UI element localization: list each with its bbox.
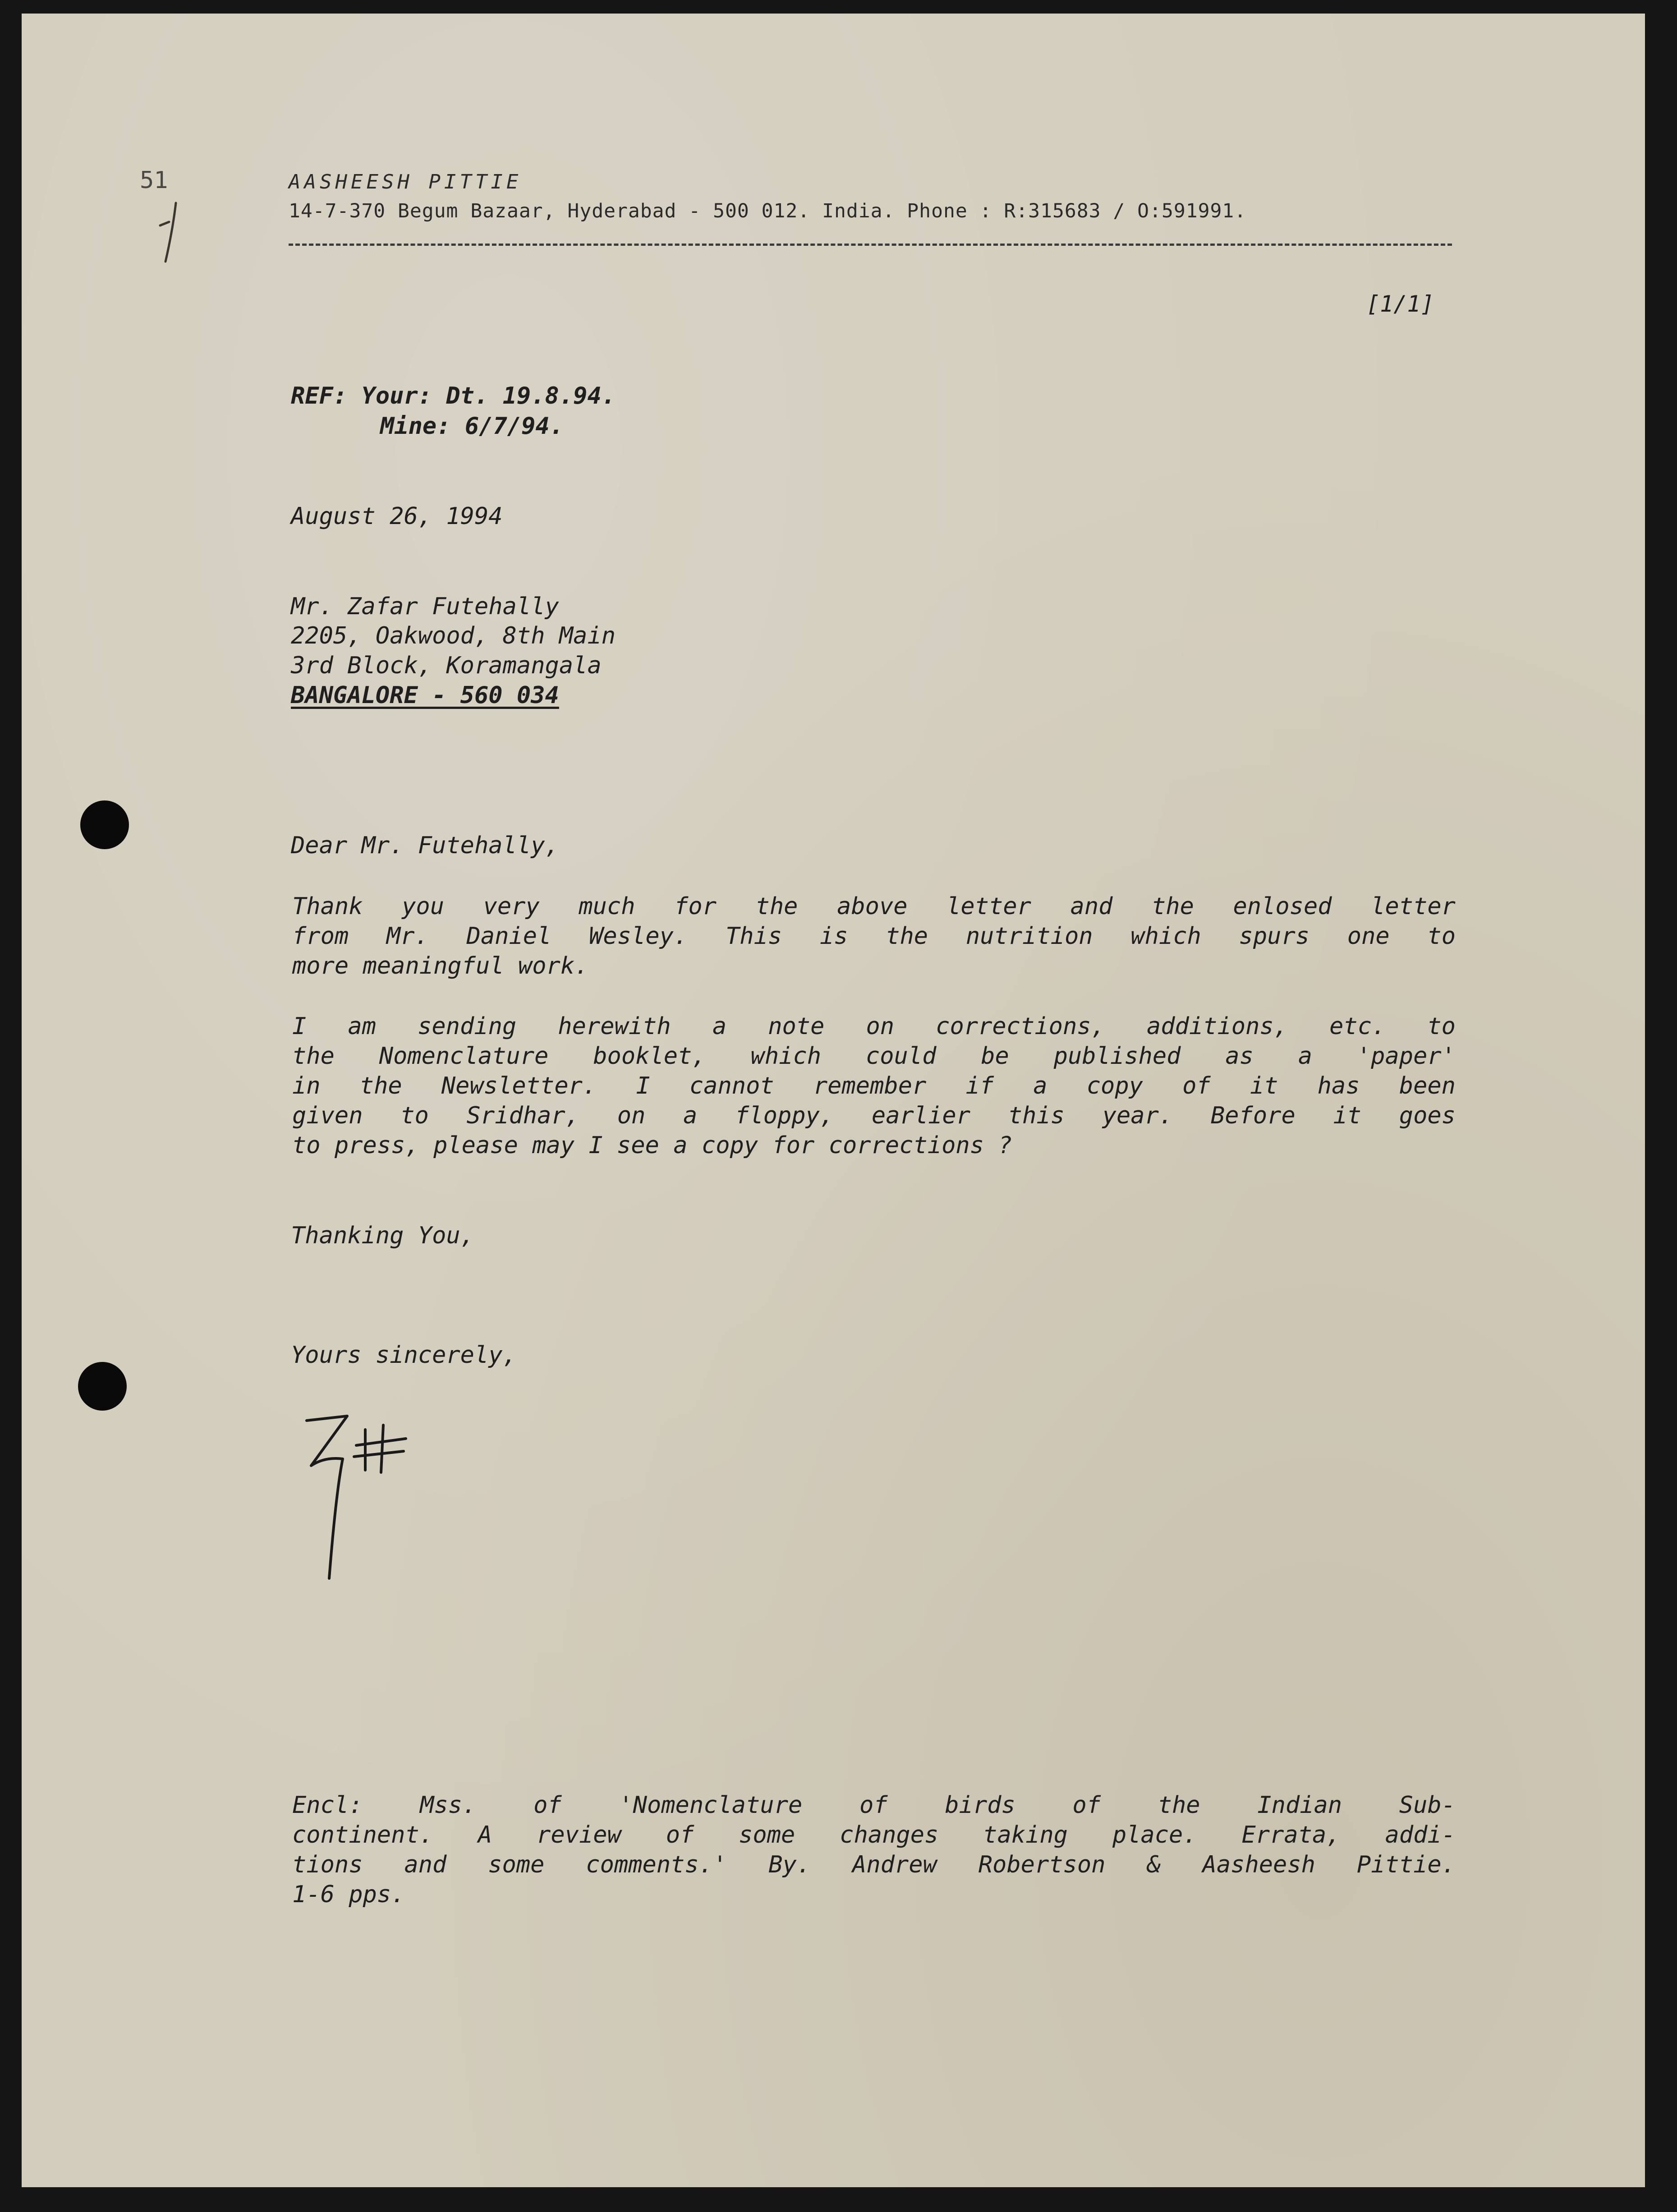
- page-indicator: [1/1]: [1366, 291, 1434, 317]
- pencil-tick-mark: [156, 194, 192, 266]
- closing-line: Yours sincerely,: [291, 1342, 517, 1369]
- body-line: Thank you very much for the above letter and the enlosed letter: [292, 893, 1456, 920]
- thanks-line: Thanking You,: [291, 1222, 474, 1249]
- body-line: given to Sridhar, on a floppy, earlier this year. Before it goes: [292, 1102, 1456, 1129]
- body-line: the Nomenclature booklet, which could be published as a 'paper': [292, 1043, 1456, 1070]
- letterhead-address: 14-7-370 Begum Bazaar, Hyderabad - 500 012. India. Phone : R:315683 / O:591991.: [289, 200, 1247, 222]
- folio-number: 51: [140, 167, 168, 194]
- letterhead-name: AASHEESH PITTIE: [289, 170, 522, 193]
- salutation: Dear Mr. Futehally,: [291, 832, 559, 859]
- body-line: to press, please may I see a copy for corrections ?: [292, 1132, 1012, 1159]
- body-line: in the Newsletter. I cannot remember if a copy of it has been: [292, 1072, 1456, 1099]
- body-line: from Mr. Daniel Wesley. This is the nutrition which spurs one to: [292, 923, 1456, 950]
- punch-hole-bottom: [78, 1362, 127, 1411]
- letter-date: August 26, 1994: [291, 503, 503, 530]
- handwritten-signature: [298, 1403, 433, 1592]
- body-line: more meaningful work.: [292, 952, 589, 980]
- enclosure-line: tions and some comments.' By. Andrew Robertson & Aasheesh Pittie.: [292, 1851, 1456, 1878]
- enclosure-line: Encl: Mss. of 'Nomenclature of birds of the Indian Sub-: [292, 1792, 1456, 1819]
- body-paragraph-2: [292, 1012, 1456, 1160]
- body-paragraph-1: [292, 892, 1456, 981]
- letterhead-divider: [289, 244, 1452, 246]
- enclosure-line: 1-6 pps.: [292, 1881, 405, 1908]
- enclosure-line: continent. A review of some changes taking place. Errata, addi-: [292, 1821, 1456, 1849]
- recipient-city: BANGALORE - 560 034: [291, 682, 559, 709]
- enclosure-note: [292, 1790, 1456, 1909]
- recipient-area: 3rd Block, Koramangala: [291, 652, 602, 679]
- punch-hole-top: [80, 800, 129, 849]
- reference-yours: REF: Your: Dt. 19.8.94.: [291, 382, 616, 409]
- recipient-street: 2205, Oakwood, 8th Main: [291, 622, 616, 649]
- recipient-name: Mr. Zafar Futehally: [291, 593, 559, 620]
- letterhead: [289, 170, 1246, 222]
- reference-mine: Mine: 6/7/94.: [380, 413, 564, 440]
- body-line: I am sending herewith a note on corrections, additions, etc. to: [292, 1013, 1456, 1040]
